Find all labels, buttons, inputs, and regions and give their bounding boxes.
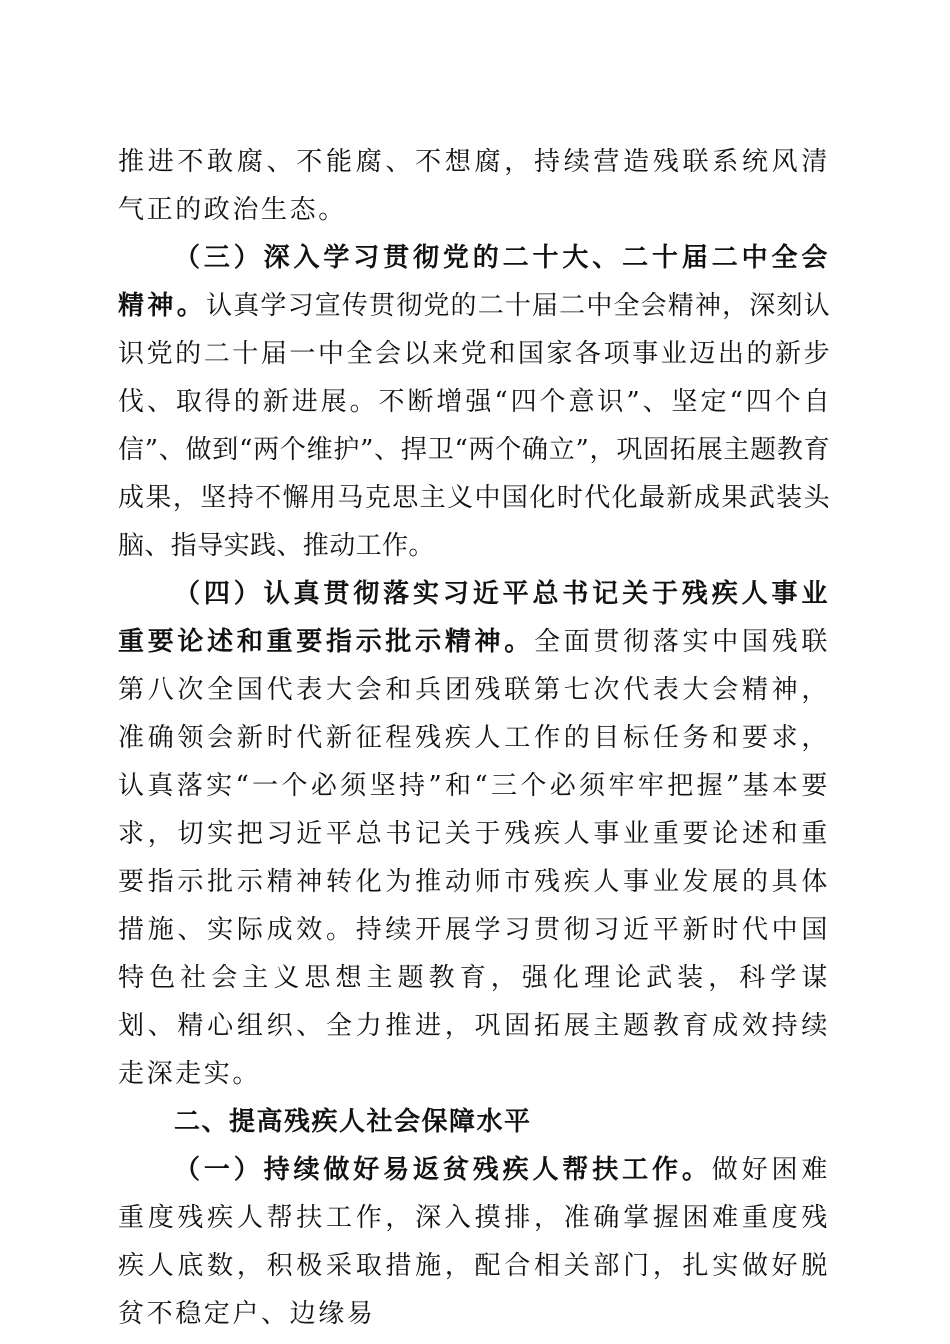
section-heading: 二、提高残疾人社会保障水平 xyxy=(174,1107,532,1137)
paragraph-section-2-1 xyxy=(118,1146,830,1338)
paragraph-text: 认真学习宣传贯彻党的二十届二中全会精神，深刻认识党的二十届一中全会以来党和国家各项事业迈出的新步伐、取得的新进展。不断增强“四个意识”、坚定“四个自信”、做到“两个维护”、捍卫“两个确立”，巩固拓展主题教育成果，坚持不懈用马克思主义中国化时代化最新成果武装头脑、指导实践、推动工作。 xyxy=(118,291,831,561)
paragraph-continuation xyxy=(118,138,830,234)
paragraph-lead: （三）深入学习贯彻党的二十大、二十届二中全会精神。 xyxy=(118,243,830,321)
paragraph-text: 做好困难重度残疾人帮扶工作，深入摸排，准确掌握困难重度残疾人底数，积极采取措施，配合相关部门，扎实做好脱贫不稳定户、边缘易 xyxy=(118,1155,830,1329)
paragraph-text: 推进不敢腐、不能腐、不想腐，持续营造残联系统风清气正的政治生态。 xyxy=(118,147,830,225)
paragraph-section-4 xyxy=(118,570,830,1098)
paragraph-text: 全面贯彻落实中国残联第八次全国代表大会和兵团残联第七次代表大会精神，准确领会新时代新征程残疾人工作的目标任务和要求，认真落实“一个必须坚持”和“三个必须牢牢把握”基本要求，切实把习近平总书记关于残疾人事业重要论述和重要指示批示精神转化为推动师市残疾人事业发展的具体措施、实际成效。持续开展学习贯彻习近平新时代中国特色社会主义思想主题教育，强化理论武装，科学谋划、精心组织、全力推进，巩固拓展主题教育成效持续走深走实。 xyxy=(118,627,830,1089)
paragraph-lead: （一）持续做好易返贫残疾人帮扶工作。 xyxy=(174,1155,712,1185)
paragraph-section-3 xyxy=(118,234,830,570)
paragraph-lead: （四）认真贯彻落实习近平总书记关于残疾人事业重要论述和重要指示批示精神。 xyxy=(118,579,830,657)
document-body xyxy=(118,138,830,1338)
